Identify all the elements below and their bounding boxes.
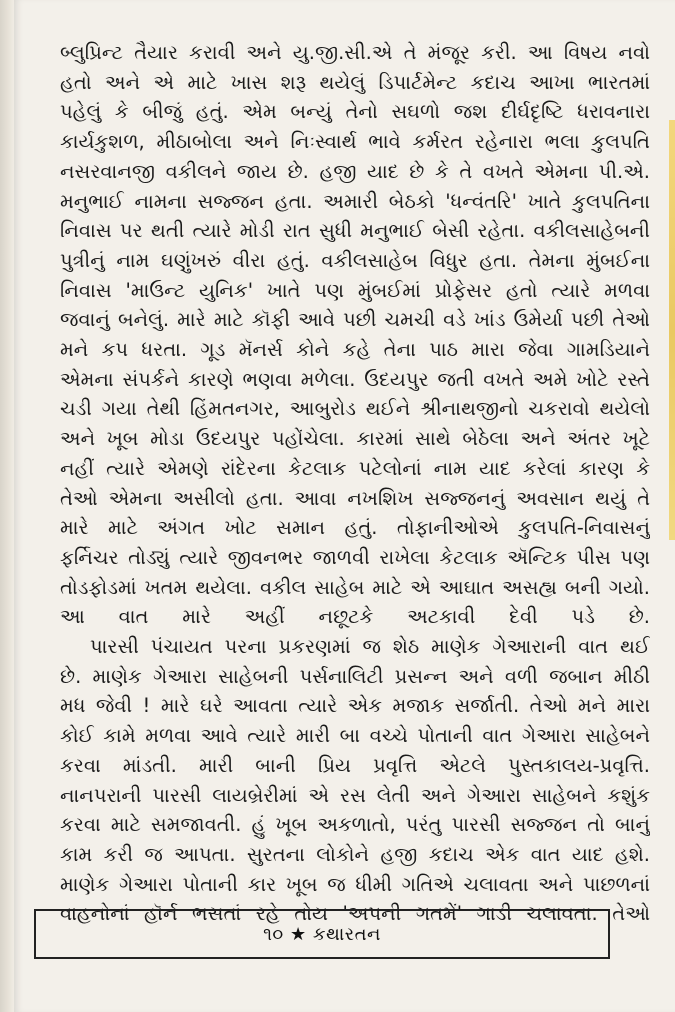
text-line: મધ જેવી ! મારે ઘરે આવતા ત્યારે એક મજાક સર્જાતી. તેઓ મને મારા xyxy=(60,694,650,718)
text-line: નહીં ત્યારે એમણે રાંદેરના કેટલાક પટેલોનાં નામ યાદ કરેલાં કારણ કે xyxy=(60,456,650,480)
text-line: કરવા માંડતી. મારી બાની પ્રિય પ્રવૃત્તિ એટલે પુસ્તકાલય-પ્રવૃત્તિ. xyxy=(60,753,650,777)
page-number: ૧૦ xyxy=(263,923,284,945)
text-line: વાહનોનાં હૉર્ન ભસતાં રહે તોય 'અપની ગતમેં' ગાડી ચલાવતા. તેઓ xyxy=(60,902,650,926)
text-line: હતો અને એ માટે ખાસ શરૂ થયેલું ડિપાર્ટમેન્ટ કદાચ આખા ભારતમાં xyxy=(60,70,650,94)
text-line: આ વાત મારે અહીં નછૂટકે અટકાવી દેવી પડે છે. xyxy=(60,605,650,629)
text-line: કોઈ કામે મળવા આવે ત્યારે મારી બા વચ્ચે પોતાની વાત ગેઆરા સાહેબને xyxy=(60,724,650,748)
text-line: નિવાસ પર થતી ત્યારે મોડી રાત સુધી મનુભાઈ બેસી રહેતા. વકીલસાહેબની xyxy=(60,219,650,243)
paragraph-start-line: પારસી પંચાયત પરના પ્રકરણમાં જ શેઠ માણેક ગેઆરાની વાત થઈ xyxy=(90,635,650,659)
text-line: છે. માણેક ગેઆરા સાહેબની પર્સનાલિટી પ્રસન્ન અને વળી જબાન મીઠી xyxy=(60,664,650,688)
text-line: જવાનું બનેલું. મારે માટે કૉફી આવે પછી ચમચી વડે ખાંડ ઉમેર્યા પછી તેઓ xyxy=(60,308,650,332)
text-line: અને ખૂબ મોડા ઉદયપુર પહોંચેલા. કારમાં સાથે બેઠેલા અને અંતર ખૂટે xyxy=(60,427,650,451)
page-footer xyxy=(263,924,381,945)
page-footer-box xyxy=(34,909,610,959)
text-line: નિવાસ 'માઉન્ટ યુનિક' ખાતે પણ મુંબઈમાં પ્રોફેસર હતો ત્યારે મળવા xyxy=(60,278,650,302)
text-line: એમના સંપર્કને કારણે ભણવા મળેલા. ઉદયપુર જતી વખતે અમે ખોટે રસ્તે xyxy=(60,367,650,391)
text-line: કાર્યકુશળ, મીઠાબોલા અને નિઃસ્વાર્થ ભાવે કર્મરત રહેનારા ભલા કુલપતિ xyxy=(60,130,650,154)
text-line: કામ કરી જ આપતા. સુરતના લોકોને હજી કદાચ એક વાત યાદ હશે. xyxy=(60,842,650,866)
star-icon: ★ xyxy=(289,923,307,945)
page-edge-marker xyxy=(669,120,675,540)
text-line: મનુભાઈ નામના સજ્જન હતા. અમારી બેઠકો 'ધન્વંતરિ' ખાતે કુલપતિના xyxy=(60,189,650,213)
text-line: મને કપ ધરતા. ગૂડ મૅનર્સ કોને કહે તેના પાઠ મારા જેવા ગામડિયાને xyxy=(60,338,650,362)
text-line: તેઓ એમના અસીલો હતા. આવા નખશિખ સજ્જનનું અવસાન થયું તે xyxy=(60,486,650,510)
text-line: તોડફોડમાં ખતમ થયેલા. વકીલ સાહેબ માટે એ આઘાત અસહ્ય બની ગયો. xyxy=(60,575,650,599)
text-line: બ્લુપ્રિન્ટ તૈયાર કરાવી અને યુ.જી.સી.એ તે મંજૂર કરી. આ વિષય નવો xyxy=(60,41,650,64)
text-line: ફર્નિચર તોડ્યું ત્યારે જીવનભર જાળવી રાખેલા કેટલાક ઍન્ટિક પીસ પણ xyxy=(60,545,650,569)
text-line: ચડી ગયા તેથી હિંમતનગર, આબુરોડ થઈને શ્રીનાથજીનો ચકરાવો થયેલો xyxy=(60,397,650,421)
text-line: કરવા માટે સમજાવતી. હું ખૂબ અકળાતો, પરંતુ પારસી સજ્જન તો બાનું xyxy=(60,813,650,837)
text-line: પહેલું કે બીજું હતું. એમ બન્યું તેનો સઘળો જશ દીર્ઘદૃષ્ટિ ધરાવનારા xyxy=(60,100,650,124)
text-line: માણેક ગેઆરા પોતાની કાર ખૂબ જ ધીમી ગતિએ ચલાવતા અને પાછળનાં xyxy=(60,872,650,896)
text-line: નસરવાનજી વકીલને જાય છે. હજી યાદ છે કે તે વખતે એમના પી.એ. xyxy=(60,159,650,183)
text-line: નાનપરાની પારસી લાયબ્રેરીમાં એ રસ લેતી અને ગેઆરા સાહેબને કશુંક xyxy=(60,783,650,807)
book-title: કથારતન xyxy=(312,923,381,945)
text-line: મારે માટે અંગત ખોટ સમાન હતું. તોફાનીઓએ કુલપતિ-નિવાસનું xyxy=(60,516,650,540)
body-text xyxy=(60,38,650,929)
text-line: પુત્રીનું નામ ઘણુંખરું વીરા હતું. વકીલસાહેબ વિધુર હતા. તેમના મુંબઈના xyxy=(60,248,650,272)
page-gutter xyxy=(0,0,14,1012)
